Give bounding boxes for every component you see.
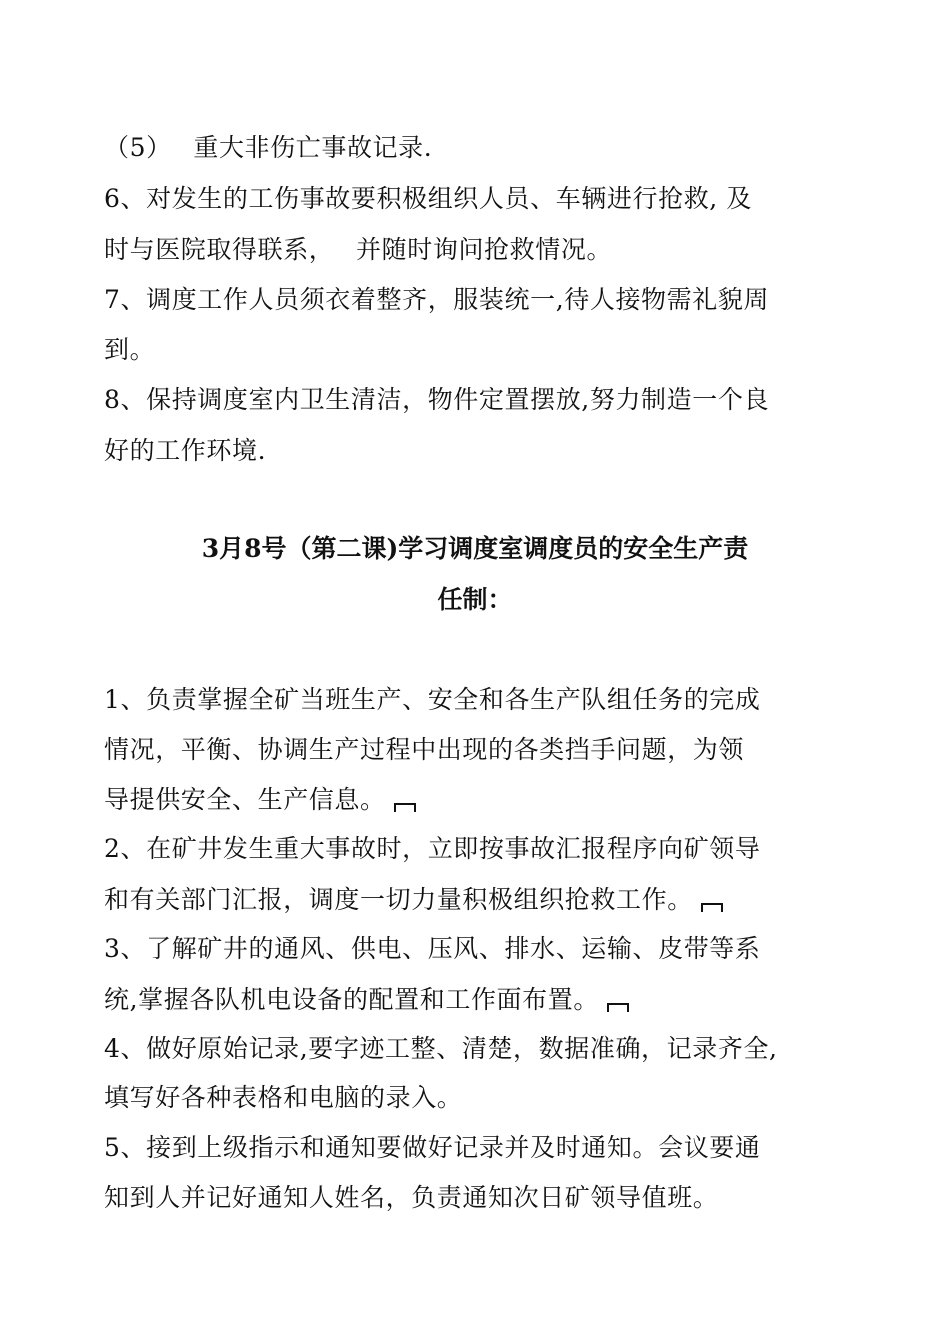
- resp1-line2: 情况，平衡、协调生产过程中出现的各类挡手问题，为领: [104, 735, 745, 764]
- resp2-line2: 和有关部门汇报，调度一切力量积极组织抢救工作。: [104, 885, 693, 914]
- section-title-line1: 3月8号（第二课)学习调度室调度员的安全生产责: [201, 534, 749, 563]
- resp3-line2-wrap: [104, 983, 629, 1017]
- item6-line2: 时与医院取得联系， 并随时询问抢救情况。: [104, 235, 613, 264]
- bracket-mark-icon: [394, 803, 416, 812]
- resp5-line2: 知到人并记好通知人姓名，负责通知次日矿领导值班。: [104, 1183, 719, 1212]
- section-title-line2: 任制：: [437, 585, 513, 614]
- resp3-line1: 3、了解矿井的通风、供电、压风、排水、运输、皮带等系: [104, 934, 761, 963]
- resp5-line1: 5、接到上级指示和通知要做好记录并及时通知。会议要通: [104, 1133, 761, 1162]
- item7-line2: 到。: [104, 335, 156, 364]
- item8-line1: 8、保持调度室内卫生清洁，物件定置摆放,努力制造一个良: [104, 385, 770, 414]
- item8-line2: 好的工作环境.: [104, 436, 267, 465]
- resp4-line1: 4、做好原始记录,要字迹工整、清楚，数据准确，记录齐全,: [104, 1034, 778, 1063]
- item7-line1: 7、调度工作人员须衣着整齐，服装统一,待人接物需礼貌周: [104, 285, 770, 314]
- bracket-mark-icon: [701, 903, 723, 912]
- resp1-line3-wrap: [104, 783, 416, 817]
- bracket-mark-icon: [607, 1003, 629, 1012]
- item5-sub-line: （5） 重大非伤亡事故记录.: [104, 133, 433, 162]
- resp1-line1: 1、负责掌握全矿当班生产、安全和各生产队组任务的完成: [104, 685, 761, 714]
- resp4-line2: 填写好各种表格和电脑的录入。: [104, 1083, 463, 1112]
- resp2-line2-wrap: [104, 883, 723, 917]
- resp1-line3: 导提供安全、生产信息。: [104, 785, 386, 814]
- resp3-line2: 统,掌握各队机电设备的配置和工作面布置。: [104, 985, 599, 1014]
- resp2-line1: 2、在矿井发生重大事故时，立即按事故汇报程序向矿领导: [104, 834, 761, 863]
- item6-line1: 6、对发生的工伤事故要积极组织人员、车辆进行抢救, 及: [104, 184, 753, 213]
